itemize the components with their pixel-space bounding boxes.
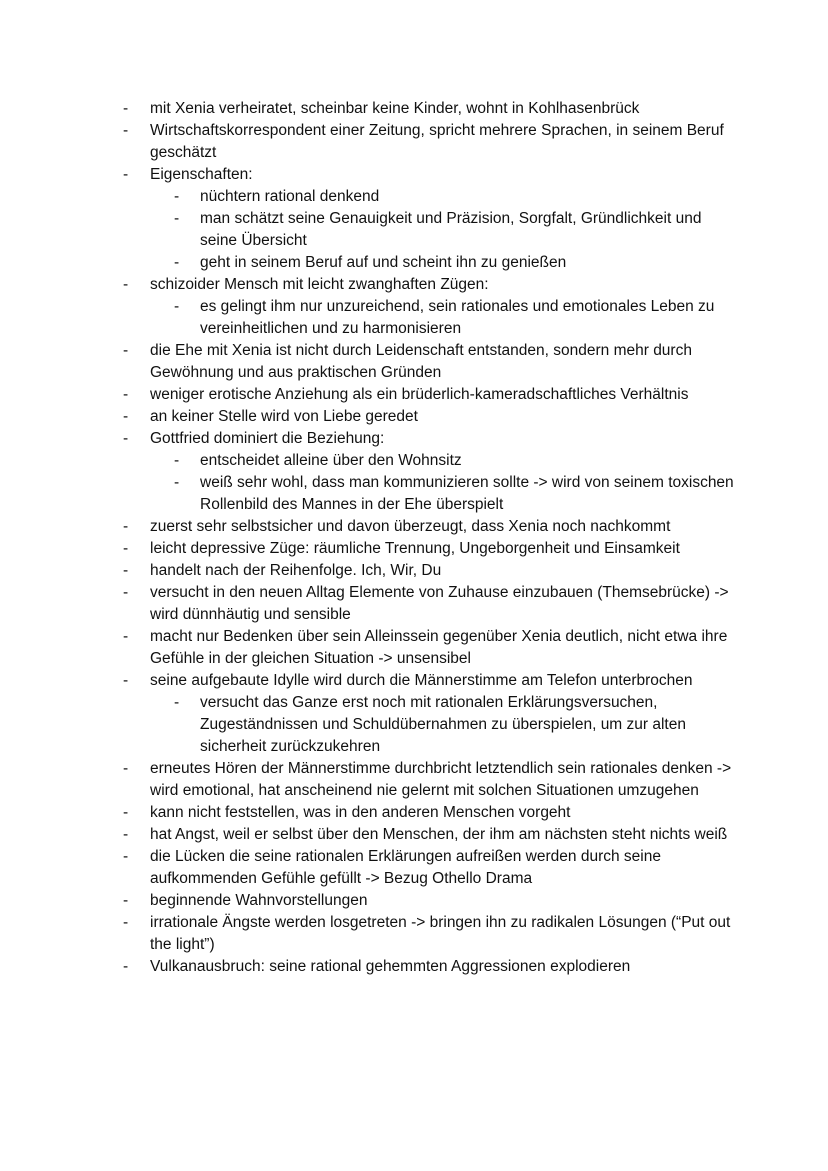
list-item [0, 516, 828, 538]
bullet-dash: - [174, 188, 180, 205]
document-page [0, 98, 828, 978]
list-item-text: irrationale Ängste werden losgetreten -> bringen ihn zu radikalen Lösungen (“Put out the light”) [150, 914, 731, 953]
bullet-dash: - [174, 452, 180, 469]
list-item-text: Wirtschaftskorrespondent einer Zeitung, spricht mehrere Sprachen, in seinem Beruf geschätzt [150, 122, 724, 161]
list-item [0, 164, 828, 186]
bullet-dash: - [123, 342, 129, 359]
bullet-dash: - [123, 386, 129, 403]
bullet-dash: - [123, 430, 129, 447]
list-item-text: schizoider Mensch mit leicht zwanghaften Zügen: [150, 276, 489, 293]
list-item [0, 120, 828, 164]
list-item-text: Gottfried dominiert die Beziehung: [150, 430, 385, 447]
bullet-dash: - [123, 826, 129, 843]
bullet-dash: - [123, 584, 129, 601]
list-item [0, 824, 828, 846]
list-item [0, 538, 828, 560]
bullet-dash: - [123, 540, 129, 557]
sub-list-item [0, 692, 828, 758]
bullet-list [0, 98, 828, 978]
list-item-text: an keiner Stelle wird von Liebe geredet [150, 408, 418, 425]
bullet-dash: - [174, 298, 180, 315]
list-item-text: hat Angst, weil er selbst über den Menschen, der ihm am nächsten steht nichts weiß [150, 826, 728, 843]
list-item [0, 758, 828, 802]
bullet-dash: - [123, 100, 129, 117]
bullet-dash: - [123, 518, 129, 535]
bullet-dash: - [123, 958, 129, 975]
list-item [0, 582, 828, 626]
list-item-text: mit Xenia verheiratet, scheinbar keine Kinder, wohnt in Kohlhasenbrück [150, 100, 640, 117]
list-item [0, 912, 828, 956]
bullet-dash: - [123, 892, 129, 909]
list-item-text: erneutes Hören der Männerstimme durchbricht letztendlich sein rationales denken -> wird emotional, hat anscheinend nie gelernt mit solchen Situationen umzugehen [150, 760, 732, 799]
list-item [0, 626, 828, 670]
bullet-dash: - [123, 848, 129, 865]
bullet-dash: - [174, 210, 180, 227]
list-item-text: Eigenschaften: [150, 166, 253, 183]
list-item [0, 846, 828, 890]
list-item [0, 406, 828, 428]
list-item [0, 802, 828, 824]
sub-list-item [0, 450, 828, 472]
sub-list-item [0, 186, 828, 208]
bullet-dash: - [123, 672, 129, 689]
list-item [0, 340, 828, 384]
list-item-text: versucht das Ganze erst noch mit rationalen Erklärungsversuchen, Zugeständnissen und Schuldübernahmen zu überspielen, um zur alten sicherheit zurückzukehren [200, 694, 686, 755]
list-item-text: weiß sehr wohl, dass man kommunizieren sollte -> wird von seinem toxischen Rollenbild des Mannes in der Ehe überspielt [200, 474, 734, 513]
bullet-dash: - [123, 804, 129, 821]
bullet-dash: - [123, 276, 129, 293]
list-item-text: Vulkanausbruch: seine rational gehemmten Aggressionen explodieren [150, 958, 631, 975]
bullet-dash: - [123, 408, 129, 425]
sub-list-item [0, 296, 828, 340]
bullet-dash: - [174, 254, 180, 271]
bullet-dash: - [174, 474, 180, 491]
list-item [0, 670, 828, 692]
list-item-text: es gelingt ihm nur unzureichend, sein rationales und emotionales Leben zu vereinheitlichen und zu harmonisieren [200, 298, 715, 337]
list-item-text: nüchtern rational denkend [200, 188, 380, 205]
list-item-text: die Lücken die seine rationalen Erklärungen aufreißen werden durch seine aufkommenden Gefühle gefüllt -> Bezug Othello Drama [150, 848, 661, 887]
list-item-text: man schätzt seine Genauigkeit und Präzision, Sorgfalt, Gründlichkeit und seine Übersicht [200, 210, 702, 249]
list-item-text: handelt nach der Reihenfolge. Ich, Wir, Du [150, 562, 442, 579]
sub-list-item [0, 208, 828, 252]
sub-list-item [0, 472, 828, 516]
list-item [0, 890, 828, 912]
list-item-text: die Ehe mit Xenia ist nicht durch Leidenschaft entstanden, sondern mehr durch Gewöhnung und aus praktischen Gründen [150, 342, 692, 381]
bullet-dash: - [123, 166, 129, 183]
list-item-text: weniger erotische Anziehung als ein brüderlich-kameradschaftliches Verhältnis [150, 386, 689, 403]
bullet-dash: - [123, 562, 129, 579]
list-item-text: versucht in den neuen Alltag Elemente von Zuhause einzubauen (Themsebrücke) -> wird dünnhäutig und sensible [150, 584, 729, 623]
bullet-dash: - [123, 628, 129, 645]
sub-list-item [0, 252, 828, 274]
list-item-text: macht nur Bedenken über sein Alleinssein gegenüber Xenia deutlich, nicht etwa ihre Gefühle in der gleichen Situation -> unsensibel [150, 628, 728, 667]
list-item-text: beginnende Wahnvorstellungen [150, 892, 368, 909]
bullet-dash: - [123, 760, 129, 777]
list-item [0, 384, 828, 406]
list-item-text: leicht depressive Züge: räumliche Trennung, Ungeborgenheit und Einsamkeit [150, 540, 680, 557]
list-item [0, 428, 828, 450]
list-item-text: kann nicht feststellen, was in den anderen Menschen vorgeht [150, 804, 571, 821]
bullet-dash: - [123, 122, 129, 139]
list-item-text: zuerst sehr selbstsicher und davon überzeugt, dass Xenia noch nachkommt [150, 518, 671, 535]
list-item [0, 956, 828, 978]
list-item [0, 98, 828, 120]
list-item [0, 560, 828, 582]
bullet-dash: - [174, 694, 180, 711]
bullet-dash: - [123, 914, 129, 931]
list-item [0, 274, 828, 296]
list-item-text: entscheidet alleine über den Wohnsitz [200, 452, 462, 469]
list-item-text: geht in seinem Beruf auf und scheint ihn zu genießen [200, 254, 567, 271]
list-item-text: seine aufgebaute Idylle wird durch die Männerstimme am Telefon unterbrochen [150, 672, 693, 689]
